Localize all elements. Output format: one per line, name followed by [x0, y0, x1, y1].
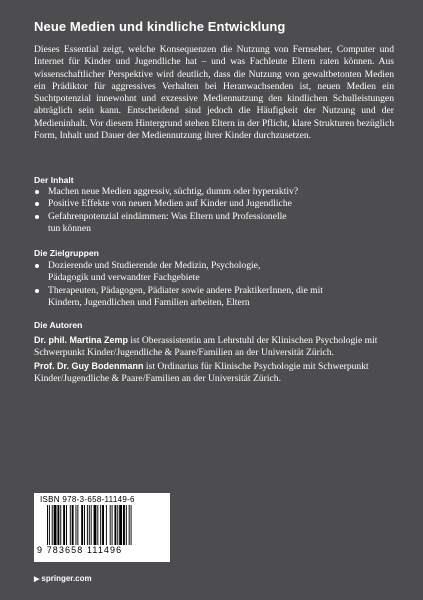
bullet-icon [35, 264, 39, 268]
publisher-link[interactable]: ▶ springer.com [34, 574, 92, 583]
list-item: Positive Effekte von neuen Medien auf Kinder und Jugendliche [34, 198, 389, 210]
author-entry: Prof. Dr. Guy Bodenmann ist Ordinarius für Klinische Psychologie mit Schwerpunkt Kinder/Jugendliche & Paare/Familien an der Universität Zürich. [34, 360, 369, 384]
list-item: Dozierende und Studierende der Medizin, Psychologie, Pädagogik und verwandter Fachgebiete [34, 260, 293, 285]
section-heading-inhalt: Der Inhalt [34, 175, 74, 185]
play-arrow-icon: ▶ [34, 576, 40, 583]
isbn-text: ISBN 978-3-658-11149-6 [40, 495, 135, 504]
author-entry: Dr. phil. Martina Zemp ist Oberassistentin am Lehrstuhl der Klinischen Psychologie mit Schwerpunkt Kinder/Jugendliche & Paare/Familien an der Universität Zürich. [34, 335, 378, 359]
barcode-digits: 9 783658 111496 [37, 545, 123, 555]
zielgruppen-list [34, 260, 389, 309]
inhalt-list [34, 186, 389, 235]
section-heading-zielgruppen: Die Zielgruppen [34, 248, 99, 258]
author-name: Prof. Dr. Guy Bodenmann [34, 360, 144, 371]
section-heading-autoren: Die Autoren [34, 320, 83, 330]
bullet-icon [35, 215, 39, 219]
list-item: Machen neue Medien aggressiv, süchtig, dumm oder hyperaktiv? [34, 186, 389, 198]
intro-paragraph: Dieses Essential zeigt, welche Konsequenzen die Nutzung von Fernseher, Computer und Internet für Kinder und Jugendliche hat – und was Fachleute Eltern raten können. Aus wissenschaftlicher Perspektive wird deutlich, dass die Nutzung von gewaltbetonten Medien ein Prädiktor für aggressives Verhalten bei Heranwachsenden ist, neuen Medien ein Suchtpotenzial innewohnt und exzessive Mediennutzung den kindlichen Schulleistungen abträglich sein kann. Entscheidend sind jedoch die Häufigkeit der Nutzung und der Medieninhalt. Vor diesem Hintergrund stehen Eltern in der Pflicht, klare Strukturen bezüglich Form, Inhalt und Dauer der Mediennutzung ihrer Kinder durchzusetzen. [34, 44, 394, 142]
bullet-icon [35, 202, 39, 206]
list-item: Gefahrenpotenzial eindämmen: Was Eltern und Professionelle tun können [34, 211, 288, 236]
list-item: Therapeuten, Pädagogen, Pädiater sowie andere PraktikerInnen, die mit Kindern, Jugendlichen und Familien arbeiten, Eltern [34, 285, 348, 310]
bullet-icon [35, 190, 39, 194]
barcode-box [34, 493, 170, 562]
bullet-icon [35, 289, 39, 293]
barcode-icon [47, 505, 162, 545]
cover-title: Neue Medien und kindliche Entwicklung [34, 19, 286, 34]
author-name: Dr. phil. Martina Zemp [34, 335, 129, 345]
authors-block [34, 334, 394, 385]
